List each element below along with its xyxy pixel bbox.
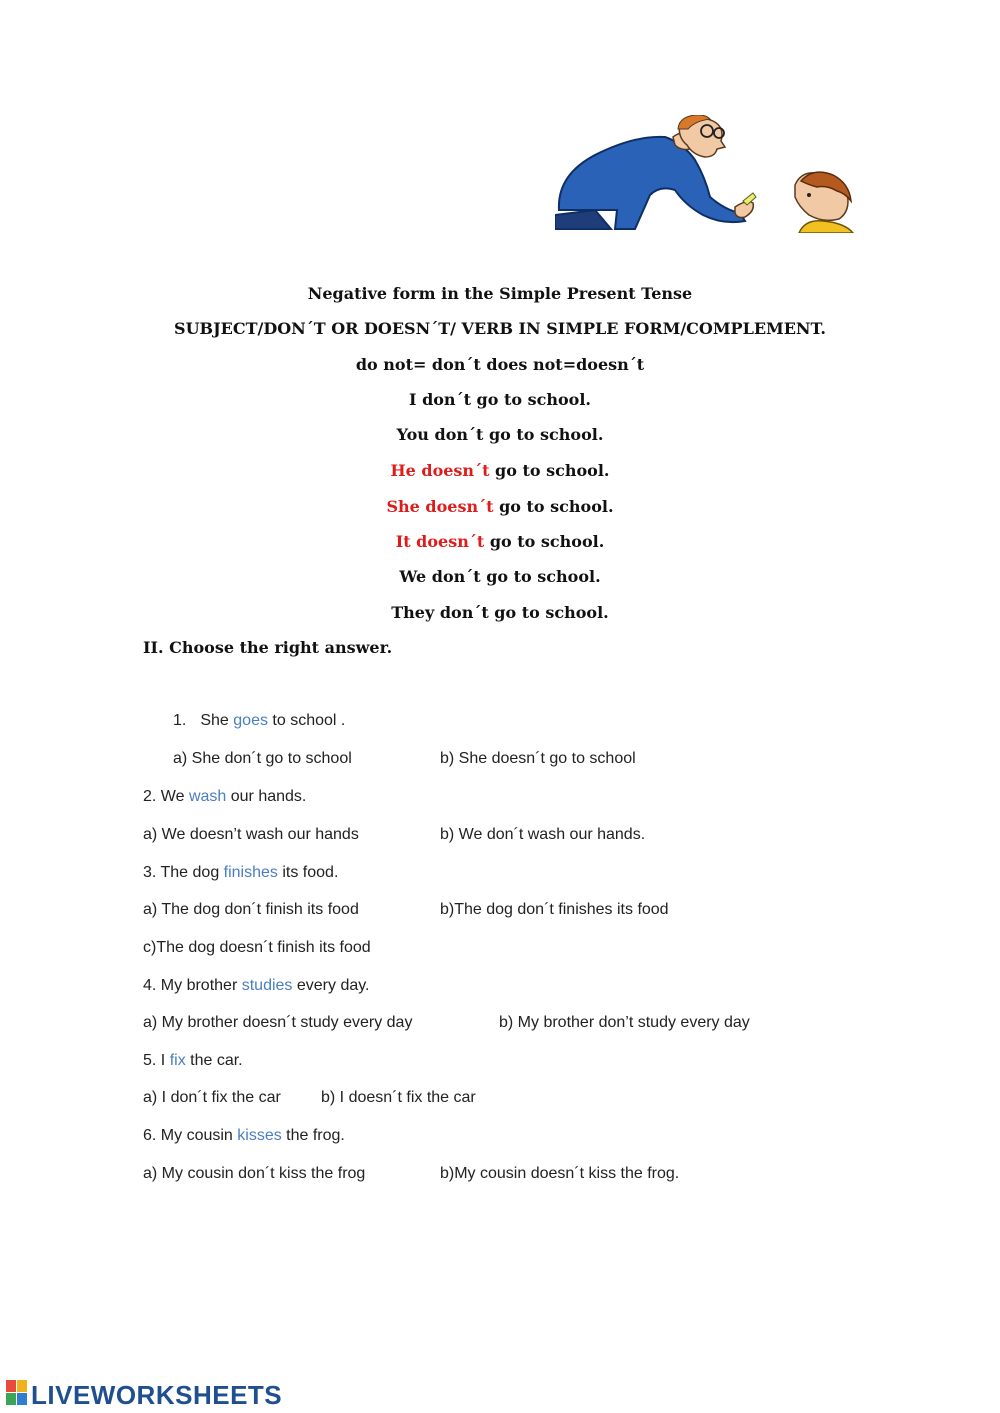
answer-option-a[interactable]: a) The dog don´t finish its food	[143, 901, 359, 918]
teacher-and-boy-illustration	[555, 115, 855, 233]
question-number: 5.	[143, 1052, 157, 1069]
question-number: 2.	[143, 788, 157, 805]
question-5	[143, 1052, 243, 1070]
question-number: 4.	[143, 977, 157, 994]
example-line	[0, 532, 1000, 551]
question-text: to school .	[267, 712, 346, 729]
exercise-heading: II. Choose the right answer.	[143, 638, 393, 657]
example-subject-red: He doesn´t	[390, 461, 490, 480]
question-verb: wash	[188, 788, 227, 805]
question-number: 3.	[143, 864, 157, 881]
question-text: My cousin	[160, 1127, 238, 1144]
question-1	[173, 712, 345, 730]
question-verb: fix	[169, 1052, 186, 1069]
answer-option-a[interactable]: a) My brother doesn´t study every day	[143, 1014, 413, 1031]
page-title: Negative form in the Simple Present Tense	[307, 284, 693, 303]
example-line	[0, 461, 1000, 480]
answer-option-a[interactable]: a) She don´t go to school	[173, 750, 352, 767]
question-text: every day.	[292, 977, 370, 994]
answer-option-a[interactable]: a) I don´t fix the car	[143, 1089, 281, 1106]
example-line	[0, 425, 1000, 444]
question-4	[143, 977, 370, 995]
question-number: 1.	[173, 712, 187, 729]
example-line	[0, 603, 1000, 622]
answer-option-a[interactable]: a) We doesn’t wash our hands	[143, 826, 359, 843]
brand-name: LIVEWORKSHEETS	[31, 1379, 283, 1410]
question-6	[143, 1127, 345, 1145]
liveworksheets-logo-icon	[6, 1380, 28, 1411]
answer-option-b[interactable]: b) We don´t wash our hands.	[440, 826, 646, 843]
example-line	[0, 497, 1000, 516]
question-text: its food.	[277, 864, 339, 881]
question-text: My brother	[160, 977, 242, 994]
question-text: We	[160, 788, 189, 805]
question-text: our hands.	[226, 788, 307, 805]
structure-rule: SUBJECT/DON´T OR DOESN´T/ VERB IN SIMPLE FORM/COMPLEMENT.	[174, 319, 826, 338]
question-verb: studies	[241, 977, 293, 994]
example-rest: go to school.	[493, 497, 614, 516]
question-text: She	[200, 712, 234, 729]
answer-option-b[interactable]: b) She doesn´t go to school	[440, 750, 636, 767]
example-rest: We don´t go to school.	[399, 567, 601, 586]
example-line	[0, 390, 1000, 409]
example-subject-red: She doesn´t	[386, 497, 494, 516]
answer-option-b[interactable]: b) I doesn´t fix the car	[321, 1089, 476, 1106]
example-rest: They don´t go to school.	[391, 603, 609, 622]
question-verb: kisses	[237, 1127, 282, 1144]
question-text: The dog	[160, 864, 224, 881]
example-rest: go to school.	[484, 532, 605, 551]
contractions-rule: do not= don´t does not=doesn´t	[355, 355, 645, 374]
question-text: I	[160, 1052, 170, 1069]
answer-option-b[interactable]: b) My brother don’t study every day	[499, 1014, 750, 1031]
example-rest: I don´t go to school.	[409, 390, 591, 409]
example-rest: go to school.	[489, 461, 610, 480]
answer-option-a[interactable]: a) My cousin don´t kiss the frog	[143, 1165, 366, 1182]
question-number: 6.	[143, 1127, 157, 1144]
answer-option-b[interactable]: b)The dog don´t finishes its food	[440, 901, 669, 918]
example-subject-red: It doesn´t	[395, 532, 485, 551]
question-3	[143, 864, 338, 882]
question-text: the car.	[185, 1052, 243, 1069]
example-line	[0, 567, 1000, 586]
question-verb: goes	[233, 712, 268, 729]
answer-option-c[interactable]: c)The dog doesn´t finish its food	[143, 939, 371, 956]
question-text: the frog.	[281, 1127, 345, 1144]
answer-option-b[interactable]: b)My cousin doesn´t kiss the frog.	[440, 1165, 680, 1182]
example-rest: You don´t go to school.	[396, 425, 604, 444]
question-2	[143, 788, 306, 806]
liveworksheets-footer[interactable]	[6, 1380, 282, 1410]
question-verb: finishes	[223, 864, 278, 881]
